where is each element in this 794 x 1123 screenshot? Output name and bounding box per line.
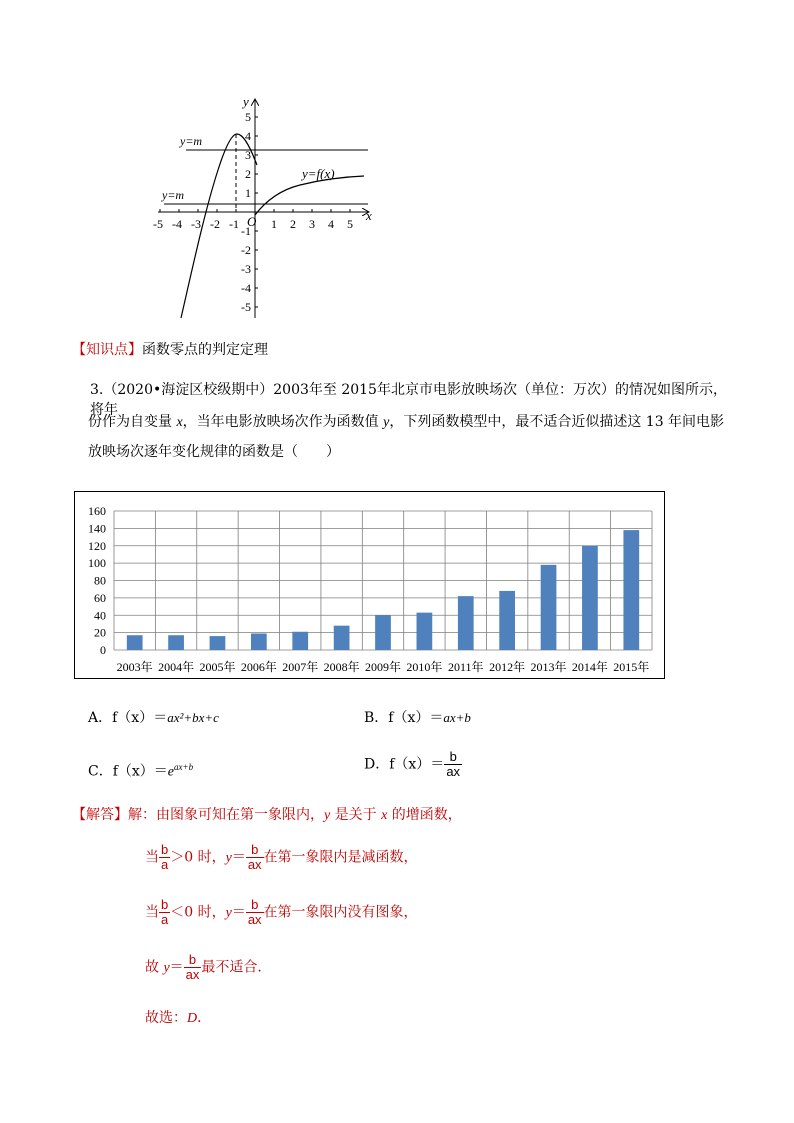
- x-tick-label: 2: [290, 217, 296, 231]
- knowledge-text: 函数零点的判定定理: [142, 342, 268, 358]
- question-number: 3.: [90, 382, 104, 398]
- case1-c: 在第一象限内是减函数，: [263, 849, 418, 866]
- option-d-den: ax: [446, 764, 461, 779]
- chart-bar: [582, 546, 598, 650]
- chart-y-tick-label: 100: [88, 556, 106, 571]
- case2-c: 在第一象限内没有图象，: [263, 904, 418, 921]
- chart-x-label: 2008年: [323, 660, 360, 674]
- option-c-fx: f（x）＝: [112, 763, 168, 780]
- y-tick-label: 2: [245, 167, 251, 181]
- x-tick-label: 1: [271, 217, 277, 231]
- chart-y-tick-label: 60: [94, 590, 106, 605]
- label-y-m-top: y=m: [180, 134, 203, 148]
- case1-func-den: ax: [247, 857, 262, 872]
- y-tick-label: 4: [245, 129, 251, 143]
- x-tick-label: -3: [191, 217, 201, 231]
- question-text-3: 放映场次逐年变化规律的函数是（ ）: [88, 444, 340, 460]
- y-tick-label: -5: [241, 300, 251, 314]
- var-x: x: [176, 415, 183, 430]
- case1-b: ＞0 时，: [170, 849, 226, 866]
- chart-y-tick-label: 120: [88, 538, 106, 553]
- concl-y: y: [163, 960, 170, 976]
- option-c-exp: ax+b: [174, 762, 194, 772]
- knowledge-point: [72, 340, 268, 360]
- solution-tag: 【解答】: [72, 807, 128, 823]
- solution-answer: [145, 1008, 211, 1029]
- x-tick-label: 5: [347, 217, 353, 231]
- solution-intro-c: 的增函数，: [387, 807, 462, 823]
- chart-bar: [623, 530, 639, 650]
- case2-func-fraction: [246, 898, 264, 927]
- y-tick-label: 3: [245, 148, 251, 162]
- chart-bar: [251, 633, 267, 650]
- case2-b: ＜0 时，: [170, 904, 226, 921]
- chart-x-labels: [117, 659, 650, 674]
- chart-x-label: 2011年: [447, 660, 484, 674]
- answer-d: D: [187, 1011, 198, 1026]
- case2-cond-num: b: [161, 897, 169, 912]
- chart-bar: [541, 565, 557, 650]
- option-b-expr: ax+b: [443, 710, 471, 725]
- y-tick-label: -1: [241, 224, 251, 238]
- concl-eq: ＝: [169, 959, 184, 976]
- concl-fraction: [184, 953, 202, 982]
- y-tick-label: -3: [241, 262, 251, 276]
- knowledge-tag: 【知识点】: [72, 342, 142, 358]
- concl-b: 最不适合．: [201, 959, 272, 976]
- chart-y-tick-label: 20: [94, 625, 106, 640]
- solution-case-1: [145, 843, 418, 872]
- question-text-2c: ，下列函数模型中，最不适合近似描述这 13 年间电影: [389, 414, 725, 430]
- chart-x-label: 2005年: [199, 660, 236, 674]
- function-graph: [140, 90, 390, 325]
- question-text-2b: ，当年电影放映场次作为函数值: [182, 414, 384, 430]
- chart-y-tick-label: 80: [94, 573, 106, 588]
- chart-y-ticks: [88, 504, 106, 657]
- chart-x-label: 2014年: [571, 660, 608, 674]
- answer-a: 故选：: [145, 1010, 187, 1026]
- y-axis-label: y: [243, 94, 249, 109]
- chart-x-label: 2004年: [158, 660, 195, 674]
- chart-y-tick-label: 40: [94, 608, 106, 623]
- solution-var-x: x: [381, 808, 388, 823]
- concl-a: 故: [145, 959, 164, 976]
- option-a-fx: f（x）＝: [112, 710, 168, 726]
- answer-b: ．: [197, 1010, 212, 1026]
- solution-var-y: y: [324, 808, 331, 823]
- case1-func-fraction: [246, 843, 264, 872]
- case1-func-num: b: [246, 843, 264, 858]
- x-tick-label: 3: [309, 217, 315, 231]
- option-d-label: D．: [364, 756, 390, 773]
- solution-intro-a: 解：由图象可知在第一象限内，: [128, 807, 324, 823]
- option-a-expr: ax²+bx+c: [167, 710, 219, 725]
- case2-cond-den: a: [161, 912, 169, 927]
- x-tick-label: -1: [229, 217, 239, 231]
- option-d: [364, 750, 462, 779]
- y-tick-label: 1: [245, 186, 251, 200]
- option-d-fraction: [444, 750, 462, 779]
- chart-x-label: 2013年: [530, 660, 567, 674]
- chart-bar: [210, 636, 226, 650]
- curve-label: y=f(x): [302, 166, 335, 181]
- concl-den: ax: [185, 967, 200, 982]
- chart-y-tick-label: 0: [100, 643, 106, 657]
- option-d-fx: f（x）＝: [389, 756, 445, 773]
- question-line-3: [88, 442, 340, 462]
- chart-x-label: 2003年: [116, 660, 153, 674]
- chart-y-tick-label: 140: [88, 521, 106, 536]
- x-tick-label: -2: [210, 217, 220, 231]
- chart-bar: [334, 626, 350, 650]
- chart-x-label: 2010年: [406, 660, 443, 674]
- x-tick-label: -4: [172, 217, 182, 231]
- solution-intro: [72, 805, 462, 826]
- chart-x-label: 2009年: [364, 660, 402, 674]
- case2-a: 当: [145, 904, 159, 921]
- var-y: y: [383, 415, 390, 430]
- origin-label: O: [247, 214, 257, 229]
- question-text-2a: 份作为自变量: [88, 414, 177, 430]
- question-text-1: 2003年至 2015年北京市电影放映场次（单位：万次）的情况如图所示，将年: [90, 382, 727, 418]
- solution-case-2: [145, 898, 418, 927]
- chart-bars: [127, 530, 639, 650]
- chart-bar: [499, 591, 515, 650]
- concl-num: b: [184, 953, 202, 968]
- case2-func-den: ax: [247, 912, 262, 927]
- curve-right: [255, 176, 364, 215]
- case2-y: y: [225, 905, 232, 921]
- chart-x-label: 2007年: [282, 660, 319, 674]
- chart-bar: [292, 632, 308, 650]
- chart-x-label: 2015年: [613, 660, 650, 674]
- case1-y: y: [225, 850, 232, 866]
- option-a: [88, 708, 219, 728]
- chart-bar: [375, 615, 391, 650]
- option-b-fx: f（x）＝: [388, 710, 444, 726]
- case2-eq: ＝: [231, 904, 246, 921]
- solution-conclusion: [145, 953, 271, 982]
- case2-cond-fraction: [159, 898, 170, 927]
- y-tick-label: -2: [241, 243, 251, 257]
- x-tick-label: -5: [153, 217, 163, 231]
- chart-y-tick-label: 160: [88, 504, 106, 518]
- option-b-label: B．: [364, 710, 389, 726]
- option-b: [364, 708, 471, 728]
- x-tick-label: 4: [328, 217, 334, 231]
- chart-bar: [458, 596, 474, 650]
- y-tick-label: 5: [245, 110, 251, 124]
- question-source: （2020•海淀区校级期中）: [103, 382, 274, 398]
- question-line-2: [88, 412, 724, 433]
- option-c-base: e: [167, 764, 175, 780]
- option-d-num: b: [444, 750, 462, 765]
- option-c: [88, 757, 193, 783]
- x-axis-label: x: [366, 208, 372, 223]
- option-c-label: C．: [88, 763, 113, 780]
- case1-cond-fraction: [159, 843, 170, 872]
- case2-func-num: b: [246, 898, 264, 913]
- chart-x-label: 2012年: [489, 660, 526, 674]
- case1-a: 当: [145, 849, 159, 866]
- case1-eq: ＝: [231, 849, 246, 866]
- chart-x-label: 2006年: [240, 660, 277, 674]
- chart-bar: [127, 635, 143, 650]
- case1-cond-num: b: [161, 842, 169, 857]
- chart-bar: [168, 635, 184, 650]
- option-a-label: A．: [88, 710, 113, 726]
- solution-intro-b: 是关于: [330, 807, 382, 823]
- chart-bar: [417, 613, 433, 650]
- y-tick-label: -4: [241, 281, 251, 295]
- label-y-m-bottom: y=m: [162, 188, 185, 202]
- bar-chart: [74, 491, 665, 679]
- case1-cond-den: a: [161, 857, 169, 872]
